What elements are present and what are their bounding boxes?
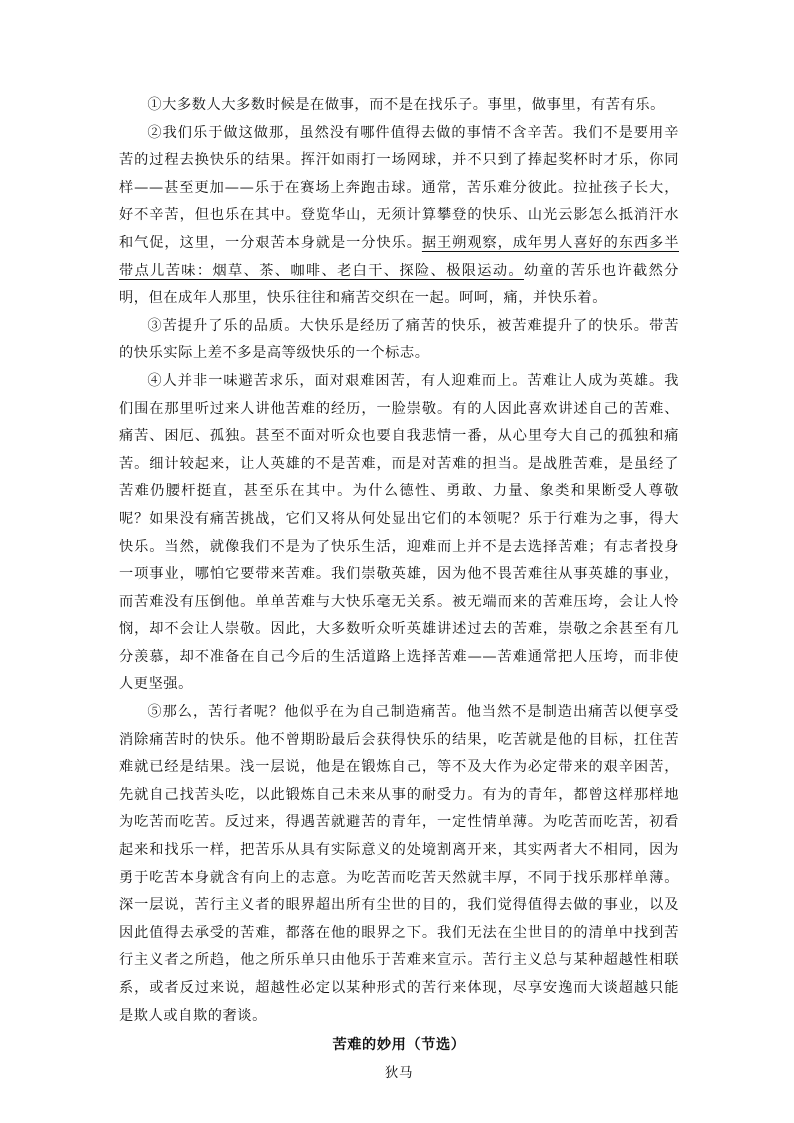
paragraph-4: ④人并非一味避苦求乐，面对艰难困苦，有人迎难而上。苦难让人成为英雄。我们围在那里听过来人讲他苦难的经历，一脸崇敬。有的人因此喜欢讲述自己的苦难、痛苦、困厄、孤独。甚至不面对听众也要自我悲情一番，从心里夸大自己的孤独和痛苦。细计较起来，让人英雄的不是苦难，而是对苦难的担当。是战胜苦难，是虽经了苦难仍腰杆挺直，甚至乐在其中。为什么德性、勇敢、力量、象类和果断受人尊敬呢？如果没有痛苦挑战，它们又将从何处显出它们的本领呢？乐于行难为之事，得大快乐。当然，就像我们不是为了快乐生活，迎难而上并不是去选择苦难；有志者投身一项事业，哪怕它要带来苦难。我们崇敬英雄，因为他不畏苦难往从事英雄的事业，而苦难没有压倒他。单单苦难与大快乐毫无关系。被无端而来的苦难压垮，会让人怜悯，却不会让人崇敬。因此，大多数听众听英雄讲述过去的苦难，崇敬之余甚至有几分羡慕，却不准备在自己今后的生活道路上选择苦难——苦难通常把人压垮，而非使人更坚强。 [119, 372, 679, 693]
paragraph-2 [119, 120, 679, 313]
next-article-author: 狄马 [384, 1064, 414, 1081]
paragraph-2-underlined-quote: 据王朔观察，成年男人喜好的东西多半带点儿苦味：烟草、茶、咖啡、老白干、探险、极限运动。 [119, 234, 679, 279]
next-article-title: 苦难的妙用（节选） [332, 1037, 466, 1054]
paragraph-2-text-after: 幼童的苦乐也许截然分明，但在成年人那里，快乐往往和痛苦交织在一起。呵呵，痛，并快乐着。 [119, 262, 679, 307]
paragraph-1: ①大多数人大多数时候是在做事，而不是在找乐子。事里，做事里，有苦有乐。 [147, 97, 665, 113]
paragraph-5: ⑤那么，苦行者呢？他似乎在为自己制造痛苦。他当然不是制造出痛苦以便享受消除痛苦时的快乐。他不曾期盼最后会获得快乐的结果，吃苦就是他的目标，扛住苦难就已经是结果。浅一层说，他是在锻炼自己，等不及大作为必定带来的艰辛困苦，先就自己找苦头吃，以此锻炼自己未来从事的耐受力。有为的青年，都曾这样那样地为吃苦而吃苦。反过来，得遇苦就避苦的青年，一定性情单薄。为吃苦而吃苦，初看起来和找乐一样，把苦乐从具有实际意义的处境割离开来，其实两者大不相同，因为勇于吃苦本身就含有向上的志意。为吃苦而吃苦天然就丰厚，不同于找乐那样单薄。深一层说，苦行主义者的眼界超出所有尘世的目的，我们觉得值得去做的事业，以及因此值得去承受的苦难，都落在他的眼界之下。我们无法在尘世目的的清单中找到苦行主义者之所趋，他之所乐单只由他乐于苦难来宣示。苦行主义总与某种超越性相联系，或者反过来说，超越性必定以某种形式的苦行来体现，尽享安逸而大谈超越只能是欺人或自欺的奢谈。 [119, 704, 679, 1024]
document-page [119, 92, 679, 1087]
paragraph-3: ③苦提升了乐的品质。大快乐是经历了痛苦的快乐，被苦难提升了的快乐。带苦的快乐实际上差不多是高等级快乐的一个标志。 [119, 317, 679, 362]
paragraph-2-text-before: ②我们乐于做这做那，虽然没有哪件值得去做的事情不含辛苦。我们不是要用辛苦的过程去换快乐的结果。挥汗如雨打一场网球，并不只到了捧起奖杯时才乐，你同样——甚至更加——乐于在赛场上奔跑击球。通常，苦乐难分彼此。拉扯孩子长大，好不辛苦，但也乐在其中。登览华山，无须计算攀登的快乐、山光云影怎么抵消汗水和气促，这里，一分艰苦本身就是一分快乐。 [119, 124, 679, 251]
